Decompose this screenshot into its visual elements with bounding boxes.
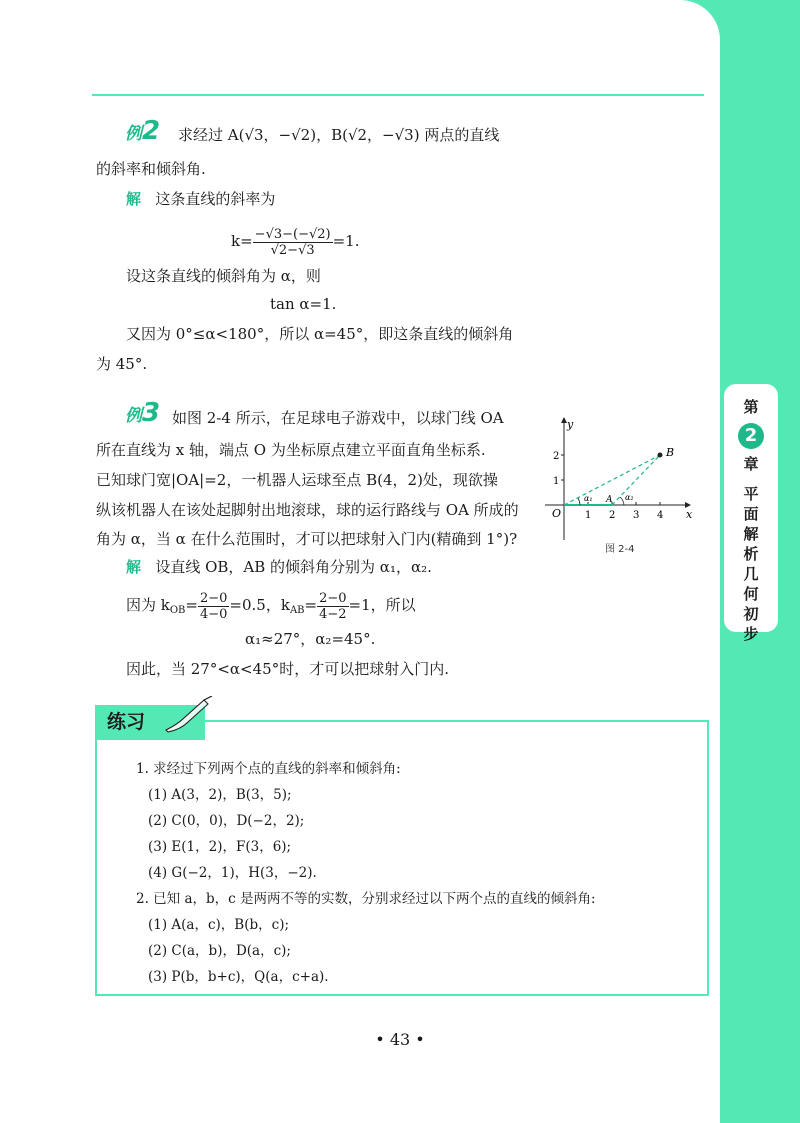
example-2-line-1: 求经过 A(√3，−√2)，B(√2，−√3) 两点的直线 <box>178 126 500 144</box>
x-tick-label: 3 <box>633 510 640 521</box>
example-3-line-4: 纵该机器人在该处起脚射出地滚球，球的运行路线与 OA 所成的 <box>96 501 519 519</box>
chapter-title-char: 解 <box>743 525 759 543</box>
x-tick-label: 1 <box>585 510 592 521</box>
x-tick-label: 2 <box>609 510 616 521</box>
example-2-solution-4: 又因为 0°≤α<180°，所以 α=45°，即这条直线的倾斜角 <box>126 325 514 343</box>
exercise-q2-item: (3) P(b，b+c)，Q(a，c+a). <box>148 969 329 985</box>
example-3-solution-3: α₁≈27°，α₂=45°. <box>245 630 376 648</box>
exercise-q1-item: (1) A(3，2)，B(3，5); <box>148 787 292 803</box>
exercise-q1-item: (4) G(−2，1)，H(3，−2). <box>148 865 317 881</box>
chapter-title-char: 初 <box>743 605 759 623</box>
pen-icon <box>160 696 216 736</box>
example-3-solution-1: 解 设直线 OB，AB 的倾斜角分别为 α₁，α₂. <box>126 558 432 576</box>
alpha2-label: α₂ <box>625 493 634 502</box>
chapter-title-char: 平 <box>743 485 759 503</box>
point-a-label: A <box>606 495 613 505</box>
chapter-tab <box>722 382 780 643</box>
angle-alpha2-arc <box>620 497 624 505</box>
solution-label: 解 <box>126 190 142 208</box>
chapter-number-badge: 2 <box>738 423 764 449</box>
chapter-title-char: 几 <box>743 565 759 583</box>
example-3-solution-4: 因此，当 27°<α<45°时，才可以把球射入门内. <box>126 660 449 678</box>
example-3-line-2: 所在直线为 x 轴，端点 O 为坐标原点建立平面直角坐标系. <box>96 441 486 459</box>
figure-caption: 图 2-4 <box>605 544 635 555</box>
chapter-title-char: 何 <box>743 585 759 603</box>
example-2-solution-5: 为 45°. <box>96 355 148 373</box>
chapter-title-char: 面 <box>743 505 759 523</box>
example-2-label: 例2 <box>125 116 161 146</box>
angle-alpha1-arc <box>578 498 580 505</box>
figure-2-4 <box>540 410 700 550</box>
page-number: • 43 • <box>375 1030 425 1049</box>
example-3-line-3: 已知球门宽|OA|=2，一机器人运球至点 B(4，2)处，现欲操 <box>96 471 498 489</box>
x-tick-label: 4 <box>657 510 664 521</box>
chapter-tab-di: 第 <box>743 398 759 416</box>
y-tick-label: 1 <box>553 476 560 487</box>
exercise-q2-item: (2) C(a，b)，D(a，c); <box>148 943 291 959</box>
alpha1-label: α₁ <box>584 494 593 503</box>
point-b <box>658 453 663 458</box>
chapter-title-char: 步 <box>743 625 759 643</box>
example-3-label: 例3 <box>125 398 161 428</box>
chapter-tab-zhang: 章 <box>743 455 759 473</box>
origin-label: O <box>552 507 562 520</box>
example-2-solution-2: 设这条直线的倾斜角为 α，则 <box>126 267 321 285</box>
example-2-solution-3: tan α=1. <box>270 295 337 313</box>
solution-label: 解 <box>126 558 142 576</box>
exercise-q1-item: (3) E(1，2)，F(3，6); <box>148 839 292 855</box>
exercise-q1: 1. 求经过下列两个点的直线的斜率和倾斜角: <box>136 761 401 777</box>
example-2-solution-1: 解 这条直线的斜率为 <box>126 190 276 208</box>
y-tick-label: 2 <box>553 451 560 462</box>
exercise-title: 练习 <box>95 705 205 740</box>
fraction-numerator: −√3−(−√2) <box>254 226 331 242</box>
point-b-label: B <box>666 446 675 459</box>
example-2-slope-formula: k= $\frac{-√3-(-√2)}{√2-√3}$ =1. <box>231 226 360 258</box>
example-3-line-1: 如图 2-4 所示，在足球电子游戏中，以球门线 OA <box>172 409 504 427</box>
exercise-q2: 2. 已知 a，b，c 是两两不等的实数，分别求经过以下两个点的直线的倾斜角: <box>136 891 596 907</box>
header-rule <box>92 94 704 96</box>
line-ab <box>612 455 660 505</box>
exercise-q2-item: (1) A(a，c)，B(b，c); <box>148 917 290 933</box>
y-axis-label: y <box>567 418 574 431</box>
example-3-line-5: 角为 α，当 α 在什么范围时，才可以把球射入门内(精确到 1°)? <box>96 530 518 548</box>
exercise-q1-item: (2) C(0，0)，D(−2，2); <box>148 813 305 829</box>
chapter-title <box>742 484 760 644</box>
chapter-title-char: 析 <box>743 545 759 563</box>
x-axis-label: x <box>686 508 693 521</box>
example-2-line-2: 的斜率和倾斜角. <box>96 160 206 178</box>
example-3-solution-2: 因为 $k_{OB}=$ $\frac{2-0}{4-0}$ =0.5，$k_{AB}=$ $\frac{2-0}{4-2}$ =1，所以 <box>126 590 416 622</box>
fraction-denominator: √2−√3 <box>270 242 315 258</box>
